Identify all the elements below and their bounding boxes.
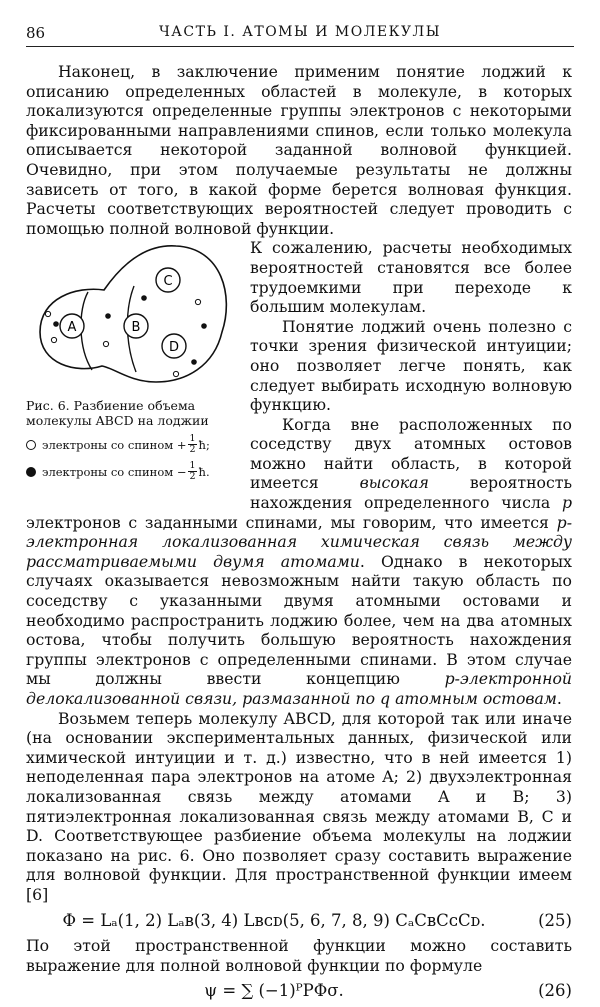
electron-spin-up-3: [103, 342, 108, 347]
electron-spin-down-1: [53, 322, 59, 328]
atom-c-label: C: [163, 274, 173, 290]
paragraph-3-p3_h: p-электронной делокализованной связи, размазанной по q атомным остовам: [26, 669, 572, 708]
atom-a-label: A: [67, 320, 77, 336]
equation-25-body: Φ = Lₐ(1, 2) Lₐʙ(3, 4) Lʙᴄᴅ(5, 6, 7, 8, 9) CₐCʙCᴄCᴅ.: [62, 910, 486, 930]
figure-legend: [26, 434, 238, 482]
electron-spin-down-5: [191, 360, 197, 366]
atom-b-label: B: [131, 320, 141, 336]
hbar-symbol: ħ.: [198, 464, 210, 479]
molecule-lodge-diagram: [26, 240, 236, 390]
electron-spin-down-3: [141, 296, 147, 302]
legend-label: электроны со спином +: [42, 437, 187, 452]
fraction-numerator: 1: [189, 460, 196, 472]
fraction: [188, 434, 196, 455]
open-dot-icon: [26, 440, 36, 450]
equation-26-body: ψ = ∑ (−1)ᴾPΦσ.: [204, 981, 344, 1001]
paragraph-3-p3_e: электронов с заданными спинами, мы говорим, что имеется: [26, 512, 557, 532]
running-title: ЧАСТЬ I. АТОМЫ И МОЛЕКУЛЫ: [158, 24, 442, 40]
legend-spin-down: [26, 461, 238, 482]
paragraph-5: По этой пространственной функции можно составить выражение для полной волновой функции по формуле: [26, 936, 572, 975]
equation-25-number: (25): [538, 910, 572, 930]
equation-26: [26, 981, 572, 1001]
electron-spin-up-4: [195, 300, 200, 305]
atom-d-label: D: [168, 340, 180, 356]
paragraph-3-p3_f: p-электронная локализованная химическая связь между рассматриваемыми двумя атомами: [26, 512, 572, 571]
paragraph-3-p3_g: . Однако в некоторых случаях оказывается невозможным найти такую область по соседству с указанными двумя атомными остовами и необходимо распространить лоджию более, чем на два атомных остова, чтобы получить большую вероятность нахождения группы электронов с определенными спинами. В этом случае мы должны ввести концепцию: [26, 551, 572, 689]
hbar-symbol: ħ;: [198, 437, 210, 452]
fraction: [188, 461, 196, 482]
figure-caption: Рис. 6. Разбиение объема молекулы ABCD на лоджии: [26, 398, 209, 429]
body-text: [26, 62, 572, 1007]
paragraph-4: Возьмем теперь молекулу ABCD, для которой так или иначе (на основании экспериментальных данных, физической или химической интуиции и т. д.) известно, что в ней имеется 1) неподеленная пара электронов на атоме A; 2) двухэлектронная локализованная связь между атомами A и B; 3) пятиэлектронная локализованная связь между атомами B, C и D. Соответствующее разбиение объема молекулы на лоджии показано на рис. 6. Оно позволяет сразу составить выражение для волновой функции. Для пространственной функции имеем [6]: [26, 708, 572, 904]
fraction-denominator: 2: [189, 471, 196, 483]
electron-spin-up-1: [45, 312, 50, 317]
paragraph-3-p3_c: вероятность нахождения определенного числа: [250, 473, 572, 513]
filled-dot-icon: [26, 467, 36, 477]
electron-spin-up-2: [51, 338, 56, 343]
paragraph-1: [26, 62, 572, 238]
page-number: 86: [26, 24, 46, 42]
legend-label: электроны со спином −: [42, 464, 187, 479]
fraction-numerator: 1: [189, 433, 196, 445]
equation-25: [26, 911, 572, 931]
figure-6: [26, 240, 238, 490]
paragraph-3-p3_a: Когда вне расположенных по соседству двух атомных остовов можно найти область, в которой имеется: [250, 414, 572, 493]
electron-spin-down-4: [201, 324, 207, 330]
page-header: [26, 24, 574, 47]
electron-spin-up-5: [173, 372, 178, 377]
paragraph-3-p3_b: высокая: [359, 473, 429, 493]
electron-spin-down-2: [105, 314, 111, 320]
paragraph-3-p3_d: p: [561, 493, 572, 513]
paragraph-2: Понятие лоджий очень полезно с точки зрения физической интуиции; оно позволяет легче понять, как следует выбирать исходную волновую функцию.: [250, 316, 572, 415]
legend-spin-up: [26, 434, 238, 455]
fraction-denominator: 2: [189, 444, 196, 456]
paragraph-1-text-cont: К сожалению, расчеты необходимых вероятностей становятся все более трудоемкими при переходе к большим молекулам.: [250, 238, 572, 317]
paragraph-3-p3_i: .: [556, 689, 562, 708]
paragraph-1-text: Наконец, в заключение применим понятие лоджий к описанию определенных областей в молекуле, в которых локализуются определенные группы электронов с некоторыми фиксированными направлениями спинов, если только молекула описывается некоторой заданной волновой функцией. Очевидно, при этом получаемые результаты не должны зависеть от того, в какой форме берется волновая функция. Расчеты соответствующих вероятностей следует проводить с помощью полной волновой функции.: [26, 62, 572, 238]
equation-26-number: (26): [538, 981, 572, 1001]
